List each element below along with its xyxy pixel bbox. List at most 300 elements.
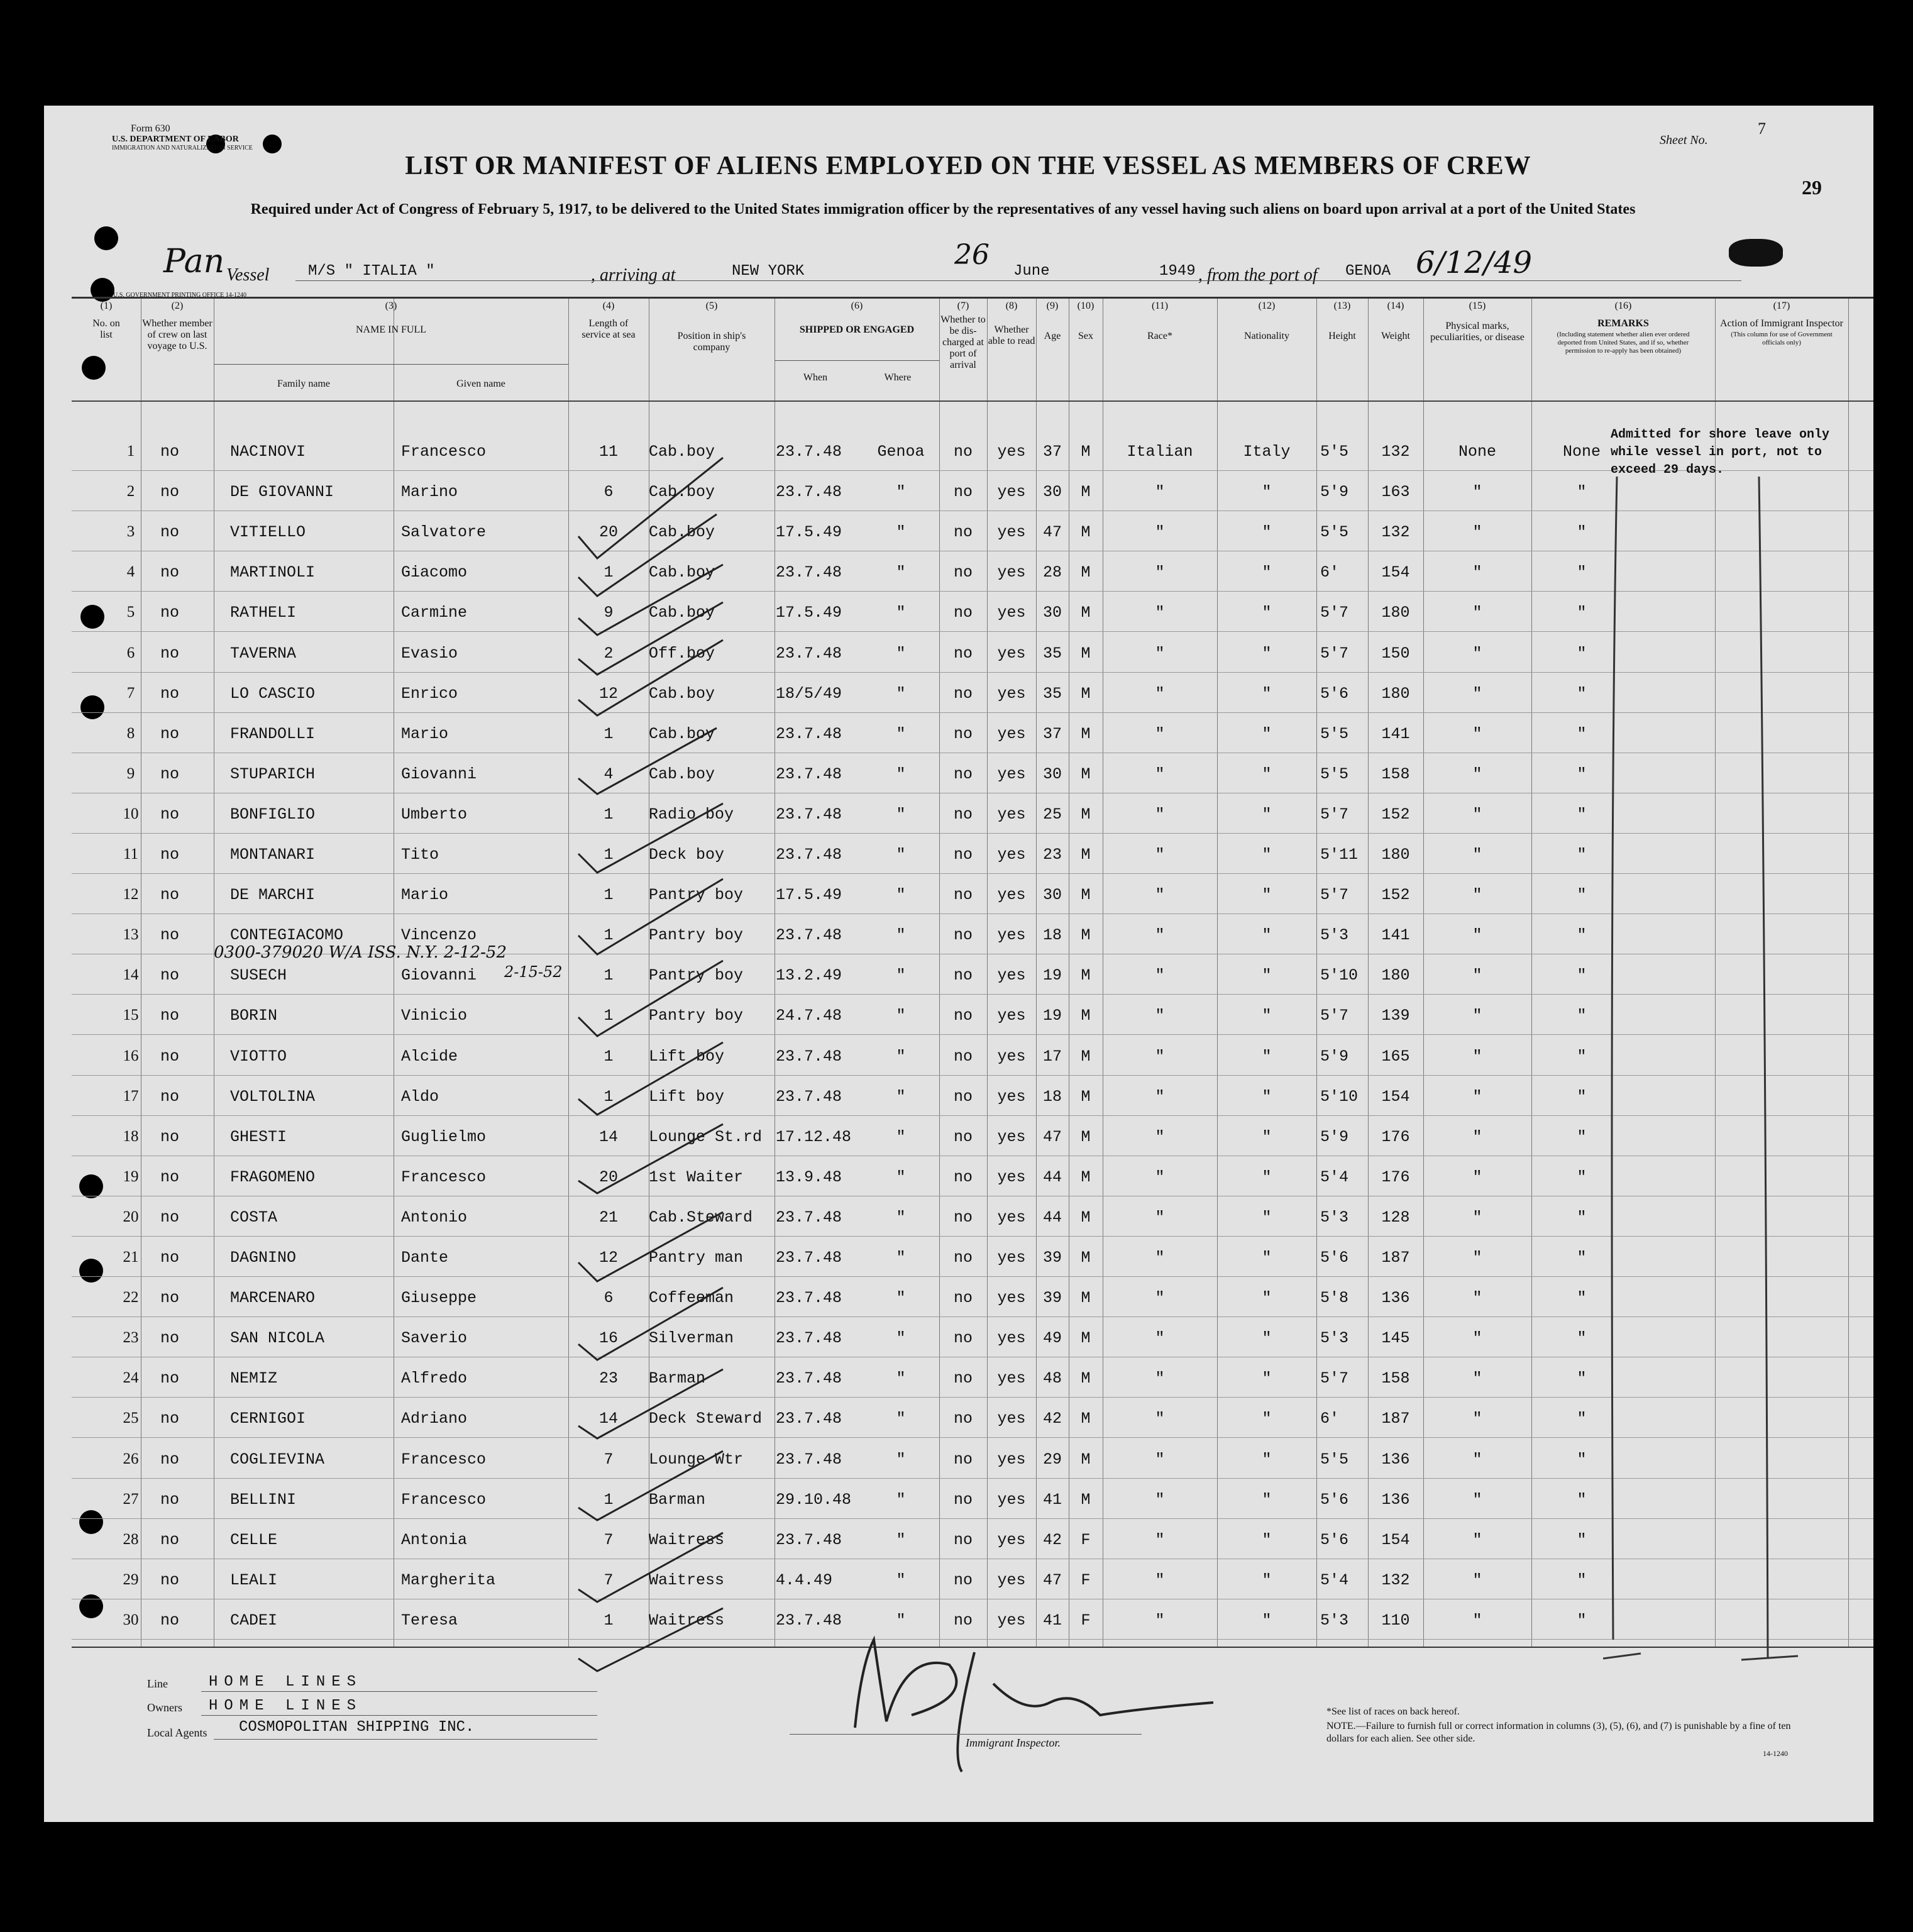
cell-family: BORIN: [230, 1007, 278, 1025]
cell-when: 23.7.48: [776, 1289, 842, 1308]
cell-prev: no: [160, 765, 179, 783]
cell-no: 21: [123, 1249, 139, 1266]
cell-race: ": [1155, 886, 1165, 905]
cell-given: Giuseppe: [401, 1289, 477, 1308]
col-14-header: (14) Weight: [1381, 301, 1410, 341]
cell-sex: M: [1081, 443, 1091, 461]
cell-family: CONTEGIACOMO: [230, 926, 344, 945]
cell-when: 23.7.48: [776, 1450, 842, 1469]
cell-family: BELLINI: [230, 1490, 297, 1509]
cell-discharged: no: [953, 523, 973, 542]
cell-prev: no: [160, 1570, 179, 1589]
cell-family: NACINOVI: [230, 443, 306, 461]
cell-given: Adriano: [401, 1410, 468, 1428]
cell-service: 21: [598, 1208, 618, 1227]
cell-height: 5'5: [1320, 765, 1349, 783]
cell-read: yes: [997, 1450, 1026, 1469]
cell-weight: 187: [1381, 1249, 1410, 1267]
cell-discharged: no: [953, 1410, 973, 1428]
cell-marks: ": [1472, 1530, 1482, 1549]
col-3-sub1: Family name: [277, 378, 330, 389]
cell-family: SAN NICOLA: [230, 1329, 325, 1348]
cell-height: 5'6: [1320, 684, 1349, 703]
cell-weight: 180: [1381, 966, 1410, 985]
cell-remarks: ": [1577, 1570, 1587, 1589]
cell-marks: ": [1472, 1570, 1482, 1589]
cell-discharged: no: [953, 1450, 973, 1469]
cell-discharged: no: [953, 1167, 973, 1186]
cell-prev: no: [160, 1329, 179, 1348]
cell-read: yes: [997, 765, 1026, 783]
cell-weight: 176: [1381, 1167, 1410, 1186]
cell-position: Barman: [649, 1369, 706, 1388]
cell-sex: M: [1081, 765, 1091, 783]
cell-age: 39: [1042, 1249, 1062, 1267]
cell-nationality: ": [1262, 1611, 1272, 1630]
cell-no: 3: [126, 523, 135, 541]
cell-nationality: ": [1262, 1249, 1272, 1267]
cell-age: 35: [1042, 644, 1062, 663]
cell-nationality: ": [1262, 644, 1272, 663]
cell-service: 6: [604, 1289, 614, 1308]
cell-discharged: no: [953, 443, 973, 461]
from-port: GENOA: [1345, 263, 1391, 280]
cell-weight: 145: [1381, 1329, 1410, 1348]
cell-nationality: ": [1262, 1450, 1272, 1469]
cell-when: 23.7.48: [776, 1087, 842, 1106]
cell-service: 1: [604, 724, 614, 743]
cell-position: Cab.boy: [649, 724, 715, 743]
cell-race: ": [1155, 1249, 1165, 1267]
cell-read: yes: [997, 1611, 1026, 1630]
cell-position: Barman: [649, 1490, 706, 1509]
cell-sex: F: [1081, 1611, 1091, 1630]
cell-service: 4: [604, 765, 614, 783]
cell-nationality: ": [1262, 563, 1272, 582]
cell-no: 17: [123, 1087, 139, 1105]
cell-prev: no: [160, 1530, 179, 1549]
cell-height: 5'6: [1320, 1530, 1349, 1549]
cell-sex: M: [1081, 1329, 1091, 1348]
cell-race: ": [1155, 1329, 1165, 1348]
cell-service: 12: [598, 684, 618, 703]
cell-marks: ": [1472, 604, 1482, 622]
cell-read: yes: [997, 604, 1026, 622]
cell-prev: no: [160, 1490, 179, 1509]
cell-given: Saverio: [401, 1329, 468, 1348]
cell-marks: ": [1472, 1208, 1482, 1227]
cell-read: yes: [997, 1208, 1026, 1227]
cell-height: 5'5: [1320, 443, 1349, 461]
cell-marks: ": [1472, 1047, 1482, 1066]
cell-nationality: ": [1262, 483, 1272, 502]
cell-position: Cab.Steward: [649, 1208, 753, 1227]
cell-prev: no: [160, 1289, 179, 1308]
cell-weight: 180: [1381, 846, 1410, 864]
cell-service: 1: [604, 1611, 614, 1630]
cell-position: Waitress: [649, 1530, 725, 1549]
cell-age: 18: [1042, 926, 1062, 945]
cell-age: 19: [1042, 966, 1062, 985]
cell-remarks: ": [1577, 1410, 1587, 1428]
cell-remarks: ": [1577, 1047, 1587, 1066]
cell-position: Cab.boy: [649, 684, 715, 703]
cell-age: 44: [1042, 1208, 1062, 1227]
cell-given: Giovanni: [401, 966, 477, 985]
cell-discharged: no: [953, 1007, 973, 1025]
cell-given: Margherita: [401, 1570, 496, 1589]
cell-position: Cab.boy: [649, 523, 715, 542]
cell-weight: 136: [1381, 1289, 1410, 1308]
cell-given: Vincenzo: [401, 926, 477, 945]
cell-race: ": [1155, 1289, 1165, 1308]
cell-position: Deck Steward: [649, 1410, 763, 1428]
line-label: Line: [147, 1677, 168, 1690]
cell-remarks: ": [1577, 765, 1587, 783]
cell-read: yes: [997, 886, 1026, 905]
department: U.S. DEPARTMENT OF LABOR: [112, 135, 239, 144]
cell-where: ": [896, 1410, 906, 1428]
row14-note2: 2-15-52: [504, 963, 563, 981]
cell-read: yes: [997, 563, 1026, 582]
cell-when: 23.7.48: [776, 1047, 842, 1066]
cell-nationality: ": [1262, 1167, 1272, 1186]
cell-remarks: ": [1577, 1329, 1587, 1348]
col-17-header: (17) Action of Immigrant Inspector (This column for use of Government officials only): [1720, 301, 1843, 346]
cell-prev: no: [160, 1167, 179, 1186]
cell-no: 13: [123, 926, 139, 944]
cell-sex: M: [1081, 724, 1091, 743]
cell-no: 5: [126, 604, 135, 621]
cell-read: yes: [997, 1289, 1026, 1308]
cell-race: ": [1155, 563, 1165, 582]
cell-height: 5'5: [1320, 523, 1349, 542]
cell-weight: 154: [1381, 1530, 1410, 1549]
cell-family: GHESTI: [230, 1127, 287, 1146]
col-3-sub2: Given name: [456, 378, 505, 389]
cell-discharged: no: [953, 563, 973, 582]
cell-age: 41: [1042, 1490, 1062, 1509]
cell-remarks: ": [1577, 1127, 1587, 1146]
cell-remarks: ": [1577, 684, 1587, 703]
cell-position: Waitress: [649, 1611, 725, 1630]
cell-where: ": [896, 1450, 906, 1469]
page-title: LIST OR MANIFEST OF ALIENS EMPLOYED ON THE VESSEL AS MEMBERS OF CREW: [405, 152, 1531, 180]
cell-sex: M: [1081, 1167, 1091, 1186]
cell-height: 5'7: [1320, 1369, 1349, 1388]
cell-marks: ": [1472, 563, 1482, 582]
cell-marks: ": [1472, 846, 1482, 864]
cell-given: Francesco: [401, 1450, 487, 1469]
cell-when: 18/5/49: [776, 684, 842, 703]
cell-given: Francesco: [401, 1490, 487, 1509]
cell-prev: no: [160, 1087, 179, 1106]
cell-when: 23.7.48: [776, 1410, 842, 1428]
cell-marks: ": [1472, 1611, 1482, 1630]
cell-race: Italian: [1127, 443, 1193, 461]
cell-prev: no: [160, 1249, 179, 1267]
cell-remarks: ": [1577, 926, 1587, 945]
cell-family: BONFIGLIO: [230, 805, 316, 824]
cell-given: Tito: [401, 846, 439, 864]
cell-discharged: no: [953, 886, 973, 905]
cell-service: 1: [604, 563, 614, 582]
manifest-page: [44, 106, 1873, 1822]
cell-marks: ": [1472, 644, 1482, 663]
cell-no: 8: [126, 724, 135, 742]
cell-when: 23.7.48: [776, 926, 842, 945]
cell-weight: 110: [1381, 1611, 1410, 1630]
col-5-header: (5) Position in ship's company: [677, 301, 746, 353]
cell-when: 17.12.48: [776, 1127, 852, 1146]
cell-height: 5'7: [1320, 604, 1349, 622]
cell-read: yes: [997, 443, 1026, 461]
cell-weight: 132: [1381, 523, 1410, 542]
cell-family: DE MARCHI: [230, 886, 316, 905]
cell-nationality: ": [1262, 966, 1272, 985]
cell-age: 23: [1042, 846, 1062, 864]
races-note: *See list of races on back hereof.: [1326, 1706, 1460, 1717]
cell-prev: no: [160, 1369, 179, 1388]
cell-sex: M: [1081, 1208, 1091, 1227]
cell-remarks: ": [1577, 1289, 1587, 1308]
cell-service: 23: [598, 1369, 618, 1388]
cell-weight: 158: [1381, 765, 1410, 783]
cell-sex: M: [1081, 846, 1091, 864]
cell-read: yes: [997, 644, 1026, 663]
cell-family: CADEI: [230, 1611, 278, 1630]
col-8-header: (8) Whether able to read: [988, 301, 1035, 346]
cell-when: 13.9.48: [776, 1167, 842, 1186]
cell-given: Umberto: [401, 805, 468, 824]
col-4-header: (4) Length of service at sea: [582, 301, 636, 340]
cell-when: 23.7.48: [776, 563, 842, 582]
cell-position: Lift boy: [649, 1047, 725, 1066]
cell-nationality: ": [1262, 886, 1272, 905]
cell-weight: 163: [1381, 483, 1410, 502]
cell-discharged: no: [953, 765, 973, 783]
cell-service: 14: [598, 1410, 618, 1428]
cell-given: Aldo: [401, 1087, 439, 1106]
cell-age: 30: [1042, 483, 1062, 502]
cell-sex: F: [1081, 1530, 1091, 1549]
cell-family: MARCENARO: [230, 1289, 316, 1308]
cell-age: 30: [1042, 604, 1062, 622]
cell-weight: 141: [1381, 926, 1410, 945]
cell-sex: M: [1081, 1450, 1091, 1469]
cell-prev: no: [160, 805, 179, 824]
cell-marks: ": [1472, 1329, 1482, 1348]
cell-read: yes: [997, 1047, 1026, 1066]
cell-weight: 152: [1381, 805, 1410, 824]
cell-read: yes: [997, 805, 1026, 824]
sheet-number: 7: [1758, 119, 1766, 138]
cell-where: ": [896, 1611, 906, 1630]
cell-height: 5'10: [1320, 1087, 1359, 1106]
cell-age: 30: [1042, 765, 1062, 783]
cell-family: CELLE: [230, 1530, 278, 1549]
cell-prev: no: [160, 1007, 179, 1025]
col-6-header: (6) SHIPPED OR ENGAGED: [799, 301, 915, 335]
cell-race: ": [1155, 684, 1165, 703]
cell-marks: ": [1472, 1289, 1482, 1308]
cell-given: Salvatore: [401, 523, 487, 542]
cell-where: Genoa: [877, 443, 925, 461]
cell-race: ": [1155, 926, 1165, 945]
cell-marks: ": [1472, 1087, 1482, 1106]
cell-weight: 139: [1381, 1007, 1410, 1025]
cell-discharged: no: [953, 846, 973, 864]
cell-nationality: ": [1262, 1369, 1272, 1388]
cell-weight: 158: [1381, 1369, 1410, 1388]
cell-no: 11: [123, 846, 139, 863]
cell-sex: M: [1081, 886, 1091, 905]
cell-height: 5'7: [1320, 1007, 1349, 1025]
cell-race: ": [1155, 724, 1165, 743]
cell-family: COGLIEVINA: [230, 1450, 325, 1469]
cell-discharged: no: [953, 1289, 973, 1308]
cell-height: 5'3: [1320, 1611, 1349, 1630]
cell-marks: ": [1472, 483, 1482, 502]
cell-position: Lift boy: [649, 1087, 725, 1106]
cell-prev: no: [160, 684, 179, 703]
cell-race: ": [1155, 805, 1165, 824]
cell-no: 4: [126, 563, 135, 581]
col-13-header: (13) Height: [1328, 301, 1356, 341]
col-11-header: (11) Race*: [1147, 301, 1172, 341]
cell-given: Giovanni: [401, 765, 477, 783]
cell-family: COSTA: [230, 1208, 278, 1227]
cell-sex: M: [1081, 483, 1091, 502]
cell-race: ": [1155, 523, 1165, 542]
cell-no: 30: [123, 1611, 139, 1628]
cell-no: 25: [123, 1410, 139, 1427]
cell-age: 47: [1042, 1127, 1062, 1146]
cell-marks: ": [1472, 1167, 1482, 1186]
cell-race: ": [1155, 1369, 1165, 1388]
cell-age: 37: [1042, 724, 1062, 743]
cell-prev: no: [160, 1208, 179, 1227]
cell-given: Vinicio: [401, 1007, 468, 1025]
cell-where: ": [896, 1087, 906, 1106]
cell-discharged: no: [953, 483, 973, 502]
cell-prev: no: [160, 1611, 179, 1630]
cell-when: 23.7.48: [776, 483, 842, 502]
cell-where: ": [896, 684, 906, 703]
cell-where: ": [896, 644, 906, 663]
cell-position: 1st Waiter: [649, 1167, 744, 1186]
cell-read: yes: [997, 846, 1026, 864]
cell-remarks: ": [1577, 1450, 1587, 1469]
cell-when: 4.4.49: [776, 1570, 833, 1589]
cell-given: Francesco: [401, 443, 487, 461]
cell-age: 44: [1042, 1167, 1062, 1186]
cell-race: ": [1155, 1127, 1165, 1146]
cell-remarks: ": [1577, 724, 1587, 743]
cell-no: 27: [123, 1490, 139, 1508]
cell-discharged: no: [953, 1087, 973, 1106]
cell-service: 20: [598, 523, 618, 542]
cell-position: Deck boy: [649, 846, 725, 864]
cell-when: 23.7.48: [776, 805, 842, 824]
cell-height: 5'8: [1320, 1289, 1349, 1308]
owners-value: HOME LINES: [209, 1697, 363, 1714]
cell-when: 17.5.49: [776, 523, 842, 542]
page-number: 29: [1802, 176, 1822, 199]
cell-no: 24: [123, 1369, 139, 1387]
cell-when: 24.7.48: [776, 1007, 842, 1025]
cell-remarks: ": [1577, 563, 1587, 582]
cell-discharged: no: [953, 1047, 973, 1066]
cell-family: LEALI: [230, 1570, 278, 1589]
cell-service: 1: [604, 886, 614, 905]
cell-no: 1: [126, 443, 135, 460]
cell-weight: 152: [1381, 886, 1410, 905]
cell-service: 7: [604, 1450, 614, 1469]
cell-when: 23.7.48: [776, 1208, 842, 1227]
cell-prev: no: [160, 1450, 179, 1469]
cell-nationality: ": [1262, 523, 1272, 542]
cell-prev: no: [160, 1410, 179, 1428]
cell-sex: M: [1081, 1047, 1091, 1066]
cell-read: yes: [997, 1369, 1026, 1388]
cell-position: Cab.boy: [649, 443, 715, 461]
cell-height: 5'6: [1320, 1490, 1349, 1509]
cell-race: ": [1155, 1490, 1165, 1509]
cell-discharged: no: [953, 1329, 973, 1348]
action-note: Admitted for shore leave only while vessel in port, not to exceed 29 days.: [1611, 428, 1830, 477]
cell-marks: ": [1472, 805, 1482, 824]
cell-when: 17.5.49: [776, 604, 842, 622]
cell-marks: ": [1472, 886, 1482, 905]
cell-race: ": [1155, 1007, 1165, 1025]
cell-position: Pantry man: [649, 1249, 744, 1267]
cell-race: ": [1155, 765, 1165, 783]
cell-read: yes: [997, 1127, 1026, 1146]
cell-discharged: no: [953, 1530, 973, 1549]
cell-when: 23.7.48: [776, 644, 842, 663]
cell-age: 18: [1042, 1087, 1062, 1106]
cell-no: 22: [123, 1289, 139, 1306]
cell-discharged: no: [953, 604, 973, 622]
cell-no: 19: [123, 1167, 139, 1185]
cell-service: 1: [604, 966, 614, 985]
cell-where: ": [896, 1490, 906, 1509]
cell-weight: 154: [1381, 563, 1410, 582]
cell-remarks: ": [1577, 1167, 1587, 1186]
cell-race: ": [1155, 1570, 1165, 1589]
cell-read: yes: [997, 1490, 1026, 1509]
cell-sex: M: [1081, 1007, 1091, 1025]
cell-weight: 154: [1381, 1087, 1410, 1106]
cell-read: yes: [997, 724, 1026, 743]
cell-when: 13.2.49: [776, 966, 842, 985]
cell-no: 23: [123, 1329, 139, 1347]
cell-read: yes: [997, 1530, 1026, 1549]
cell-no: 6: [126, 644, 135, 661]
cell-age: 28: [1042, 563, 1062, 582]
cell-no: 26: [123, 1450, 139, 1467]
cell-service: 1: [604, 1047, 614, 1066]
col-9-header: (9) Age: [1044, 301, 1061, 341]
cell-family: STUPARICH: [230, 765, 316, 783]
cell-given: Enrico: [401, 684, 458, 703]
cell-marks: ": [1472, 1369, 1482, 1388]
cell-age: 25: [1042, 805, 1062, 824]
cell-service: 14: [598, 1127, 618, 1146]
cell-where: ": [896, 523, 906, 542]
cell-service: 12: [598, 1249, 618, 1267]
